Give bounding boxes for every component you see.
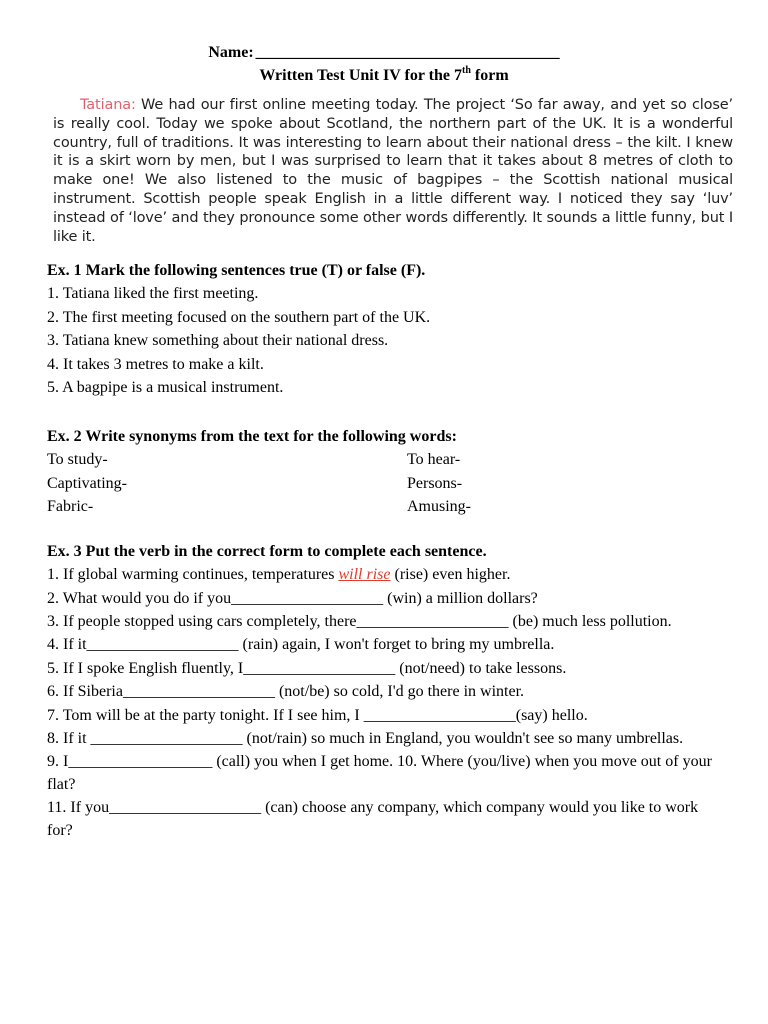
synonym-row (47, 448, 727, 472)
synonym-word: To hear- (407, 451, 461, 468)
list-item: 3. Tatiana knew something about their national dress. (47, 332, 389, 349)
exercise-2 (47, 425, 727, 519)
synonym-word: To study- (47, 451, 108, 468)
title-main: Written Test Unit IV for the 7 (259, 67, 462, 84)
list-item: 2. The first meeting focused on the southern part of the UK. (47, 308, 431, 326)
list-item: 6. If Siberia___________________ (not/be) so cold, I'd go there in winter. (47, 683, 525, 700)
list-item: 3. If people stopped using cars completely, there___________________ (be) much less pollution. (47, 613, 672, 630)
test-title (0, 67, 768, 85)
reading-passage (53, 96, 733, 246)
list-item: 1. Tatiana liked the first meeting. (47, 285, 259, 302)
list-item: 2. What would you do if you___________________ (win) a million dollars? (47, 589, 538, 607)
list-item: 8. If it ___________________ (not/rain) so much in England, you wouldn't see so many umbrellas. (47, 730, 684, 747)
list-item: 5. If I spoke English fluently, I___________________ (not/need) to take lessons. (47, 659, 567, 677)
synonym-word: Amusing- (407, 498, 471, 515)
exercise-2-title: Ex. 2 Write synonyms from the text for the following words: (47, 428, 457, 445)
exercise-3 (47, 540, 727, 842)
list-item: 4. If it___________________ (rain) again, I won't forget to bring my umbrella. (47, 636, 555, 653)
synonym-word: Persons- (407, 474, 463, 492)
item-1-text: 1. If global warming continues, temperatures (47, 566, 339, 583)
passage-text: We had our first online meeting today. The project ‘So far away, and yet so close’ is really cool. Today we spoke about Scotland, the northern part of the UK. It is a wonderful country, full of traditions. It was interesting to learn about their national dress – the kilt. I knew it is a skirt worn by men, but I was surprised to learn that it takes about 8 metres of cloth to make one! We also listened to the music of bagpipes – the Scottish national musical instrument. Scottish people speak English in a little different way. I noticed they say ‘luv’ instead of ‘love’ and they pronounce some other words differently. It sounds a little funny, but I like it. (53, 97, 733, 245)
synonym-word: Captivating- (47, 474, 127, 492)
list-item: 4. It takes 3 metres to make a kilt. (47, 355, 264, 373)
synonym-row (47, 495, 727, 519)
name-header (0, 44, 768, 62)
list-item: 11. If you___________________ (can) choose any company, which company would you like to work for? (47, 799, 699, 839)
exercise-1-title: Ex. 1 Mark the following sentences true (T) or false (F). (47, 262, 426, 279)
list-item: 5. A bagpipe is a musical instrument. (47, 379, 284, 396)
item-1-text-end: (rise) even higher. (390, 566, 511, 583)
list-item: 7. Tom will be at the party tonight. If I see him, I ___________________(say) hello. (47, 706, 588, 724)
passage-speaker: Tatiana: (80, 97, 136, 113)
name-label: Name: (208, 44, 254, 61)
example-answer: will rise (338, 566, 391, 583)
name-blank: ______________________________________ (255, 44, 560, 61)
list-item (47, 563, 727, 587)
title-superscript: th (462, 65, 471, 76)
title-end: form (470, 67, 509, 84)
synonym-word: Fabric- (47, 498, 94, 515)
exercise-3-title: Ex. 3 Put the verb in the correct form to complete each sentence. (47, 543, 487, 560)
exercise-1 (47, 259, 727, 400)
synonym-row (47, 472, 727, 496)
list-item: 9. I__________________ (call) you when I get home. 10. Where (you/live) when you move out of your flat? (47, 753, 712, 793)
